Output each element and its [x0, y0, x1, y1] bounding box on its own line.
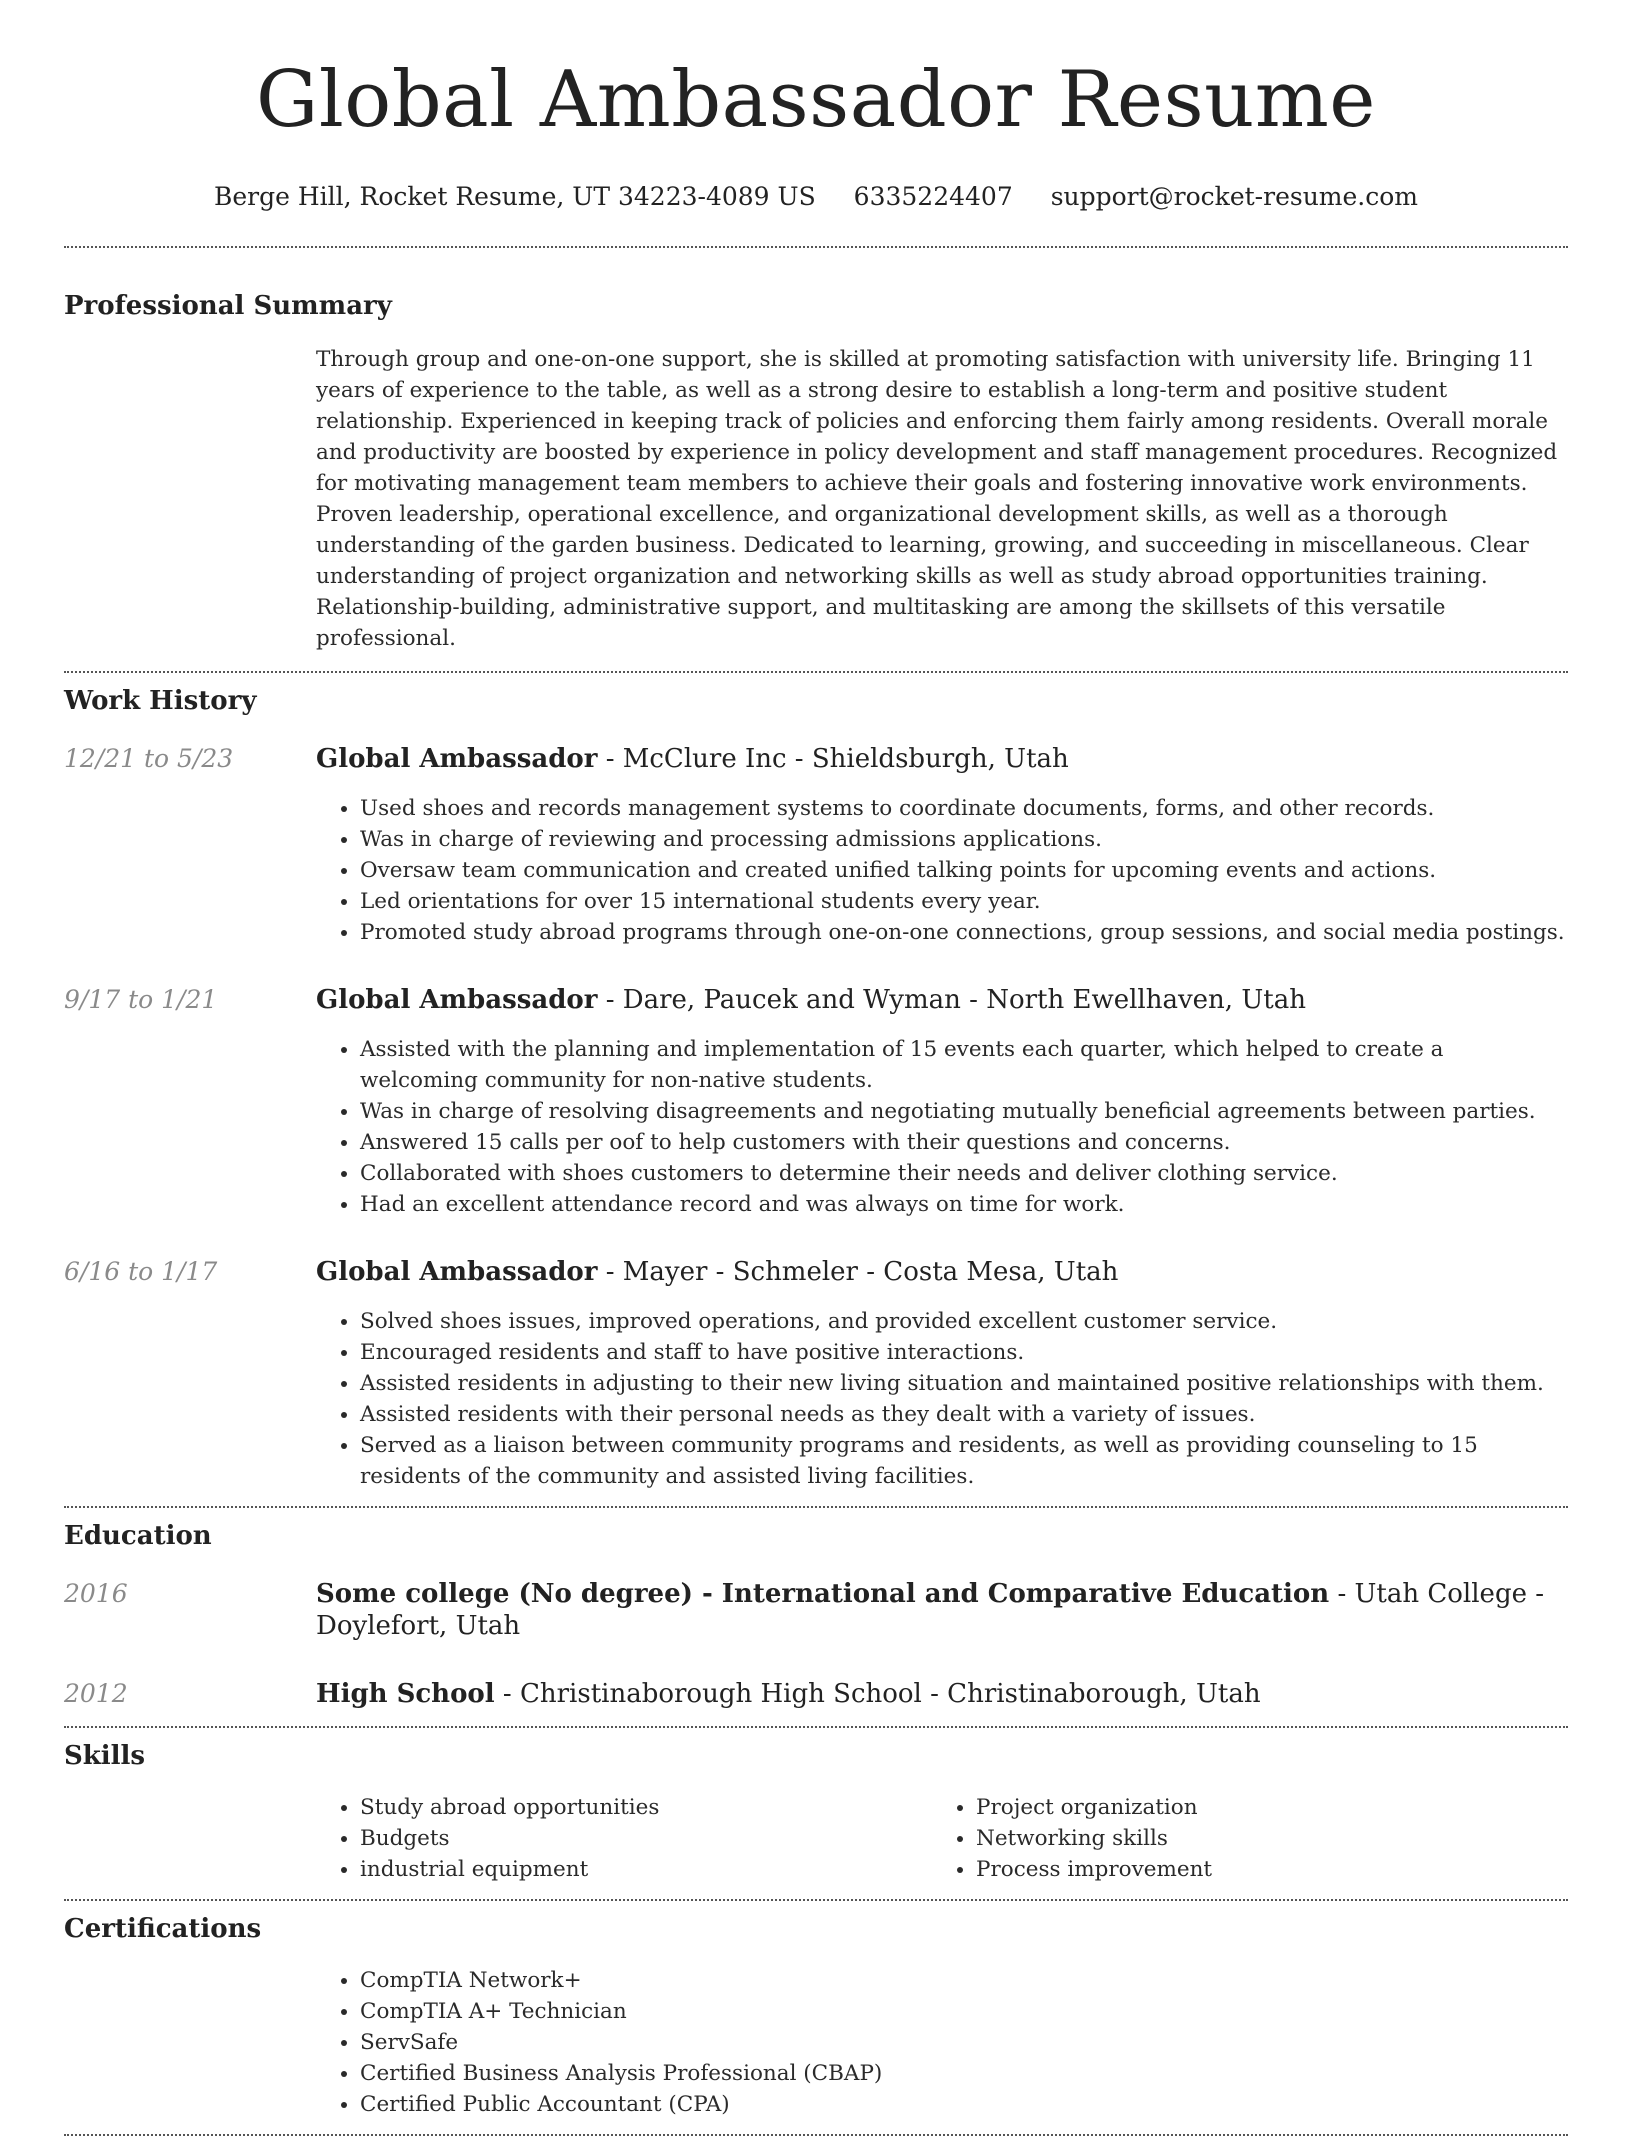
list-item: • Oversaw team communication and created unified talking points for upcoming events and actions. [360, 855, 1568, 886]
education-degree [316, 1578, 1568, 1642]
list-item: • Assisted with the planning and implementation of 15 events each quarter, which helped to create a welcoming community for non-native students. [360, 1034, 1568, 1096]
job-role: Global Ambassador [316, 985, 598, 1015]
skills-heading: Skills [64, 1741, 146, 1771]
list-item: • industrial equipment [360, 1854, 932, 1885]
job-entry [64, 1256, 1568, 1506]
job-date: 12/21 to 5/23 [64, 744, 234, 773]
job-bullets [316, 1306, 1568, 1492]
job-title [316, 984, 1568, 1016]
list-item: • ServSafe [360, 2027, 1568, 2058]
education-entry [64, 1578, 1568, 1642]
list-item: • Certified Business Analysis Professional (CBAP) [360, 2058, 1568, 2089]
summary-heading: Professional Summary [64, 291, 392, 321]
list-item: • Served as a liaison between community programs and residents, as well as providing counseling to 15 residents of the community and assisted living facilities. [360, 1430, 1568, 1492]
job-employer: - Mayer - Schmeler - Costa Mesa, Utah [597, 1257, 1119, 1287]
job-date: 9/17 to 1/21 [64, 985, 218, 1014]
education-degree [316, 1678, 1261, 1710]
list-item: • Collaborated with shoes customers to determine their needs and deliver clothing service. [360, 1158, 1568, 1189]
list-item: • Used shoes and records management systems to coordinate documents, forms, and other records. [360, 793, 1568, 824]
education-heading: Education [64, 1521, 212, 1551]
contact-address: Berge Hill, Rocket Resume, UT 34223-4089 US [213, 182, 816, 211]
job-role: Global Ambassador [316, 1257, 598, 1287]
list-item: • Certified Public Accountant (CPA) [360, 2089, 1568, 2120]
education-section [64, 1508, 1568, 1726]
degree-school: - Utah College - Doylefort, Utah [316, 1579, 1545, 1641]
job-title [316, 1256, 1568, 1288]
job-employer: - McClure Inc - Shieldsburgh, Utah [597, 744, 1069, 774]
job-title [316, 743, 1568, 775]
skills-list-left [316, 1792, 932, 1885]
list-item: • Answered 15 calls per oof to help customers with their questions and concerns. [360, 1127, 1568, 1158]
list-item: • Project organization [976, 1792, 1548, 1823]
summary-text: Through group and one-on-one support, she is skilled at promoting satisfaction with university life. Bringing 11 years of experience to the table, as well as a strong desire to establish a long-term and positive student relationship. Experienced in keeping track of policies and enforcing them fairly among residents. Overall morale and productivity are boosted by experience in policy development and staff management procedures. Recognized for motivating management team members to achieve their goals and fostering innovative work environments. Proven leadership, operational excellence, and organizational development skills, as well as a thorough understanding of the garden business. Dedicated to learning, growing, and succeeding in miscellaneous. Clear understanding of project organization and networking skills as well as study abroad opportunities training. Relationship-building, administrative support, and multitasking are among the skillsets of this versatile professional. [316, 347, 1558, 651]
list-item: • Budgets [360, 1823, 932, 1854]
list-item: • Assisted residents with their personal needs as they dealt with a variety of issues. [360, 1399, 1568, 1430]
work-heading: Work History [64, 686, 257, 716]
job-employer: - Dare, Paucek and Wyman - North Ewellhaven, Utah [597, 985, 1306, 1015]
degree-school: - Christinaborough High School - Christinaborough, Utah [494, 1679, 1261, 1709]
job-bullets [316, 793, 1568, 948]
contact-line [64, 182, 1568, 212]
job-role: Global Ambassador [316, 744, 598, 774]
education-entry [64, 1678, 1568, 1710]
summary-section [64, 248, 1568, 654]
job-date: 6/16 to 1/17 [64, 1257, 218, 1286]
contact-email: support@rocket-resume.com [1050, 182, 1418, 211]
job-entry [64, 743, 1568, 948]
list-item: • Was in charge of reviewing and processing admissions applications. [360, 824, 1568, 855]
certifications-section [64, 1901, 1568, 2120]
list-item: • CompTIA A+ Technician [360, 1996, 1568, 2027]
education-date: 2016 [64, 1579, 128, 1608]
list-item: • Was in charge of resolving disagreements and negotiating mutually beneficial agreements between parties. [360, 1096, 1568, 1127]
list-item: • Networking skills [976, 1823, 1548, 1854]
list-item: • CompTIA Network+ [360, 1965, 1568, 1996]
list-item: • Promoted study abroad programs through one-on-one connections, group sessions, and social media postings. [360, 917, 1568, 948]
work-section [64, 673, 1568, 1506]
list-item: • Study abroad opportunities [360, 1792, 932, 1823]
job-bullets [316, 1034, 1568, 1220]
page-title: Global Ambassador Resume [256, 55, 1376, 145]
education-date: 2012 [64, 1679, 128, 1708]
list-item: • Had an excellent attendance record and was always on time for work. [360, 1189, 1568, 1220]
contact-phone: 6335224407 [853, 182, 1013, 211]
degree-name: Some college (No degree) - International and Comparative Education [316, 1579, 1330, 1609]
job-entry [64, 984, 1568, 1220]
certifications-list [316, 1965, 1568, 2120]
list-item: • Process improvement [976, 1854, 1548, 1885]
skills-section [64, 1728, 1568, 1885]
certifications-heading: Certifications [64, 1914, 262, 1944]
list-item: • Assisted residents in adjusting to their new living situation and maintained positive relationships with them. [360, 1368, 1568, 1399]
skills-columns [316, 1792, 1568, 1885]
list-item: • Encouraged residents and staff to have positive interactions. [360, 1337, 1568, 1368]
degree-name: High School [316, 1679, 495, 1709]
list-item: • Led orientations for over 15 international students every year. [360, 886, 1568, 917]
skills-list-right [932, 1792, 1548, 1885]
list-item: • Solved shoes issues, improved operations, and provided excellent customer service. [360, 1306, 1568, 1337]
